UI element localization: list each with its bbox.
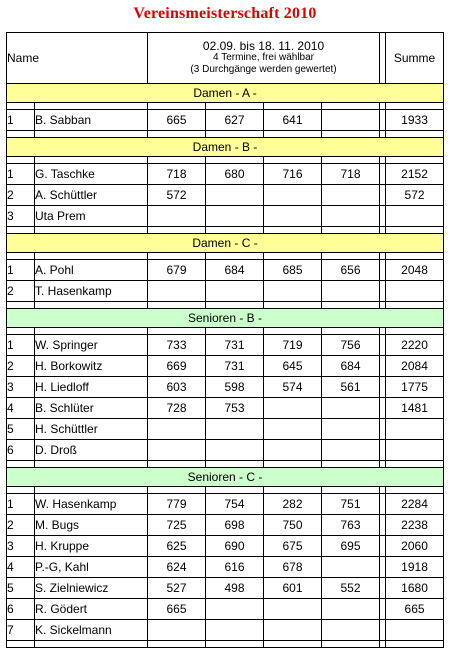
- score-cell: 527: [148, 578, 206, 599]
- rank-cell: 6: [7, 599, 35, 620]
- score-cell: 561: [322, 377, 380, 398]
- score-cell: 624: [148, 557, 206, 578]
- spacer-cell: [148, 157, 206, 164]
- score-cell: [322, 110, 380, 131]
- spacer-cell: [386, 157, 444, 164]
- score-cell: [206, 599, 264, 620]
- spacer-cell: [148, 461, 206, 468]
- spacer-cell: [35, 328, 148, 335]
- score-cell: 733: [148, 335, 206, 356]
- score-cell: 665: [148, 110, 206, 131]
- spacer-row: [7, 103, 444, 110]
- spacer-cell: [148, 227, 206, 234]
- score-cell: 698: [206, 515, 264, 536]
- player-name: H. Borkowitz: [35, 356, 148, 377]
- section-header: [7, 138, 444, 157]
- score-cell: 572: [148, 185, 206, 206]
- table-row: [7, 515, 444, 536]
- table-row: [7, 578, 444, 599]
- spacer-row: [7, 227, 444, 234]
- rank-cell: 4: [7, 398, 35, 419]
- rank-cell: 3: [7, 536, 35, 557]
- sum-cell: [386, 419, 444, 440]
- player-name: A. Schüttler: [35, 185, 148, 206]
- player-name: H. Kruppe: [35, 536, 148, 557]
- spacer-cell: [386, 253, 444, 260]
- spacer-cell: [264, 131, 322, 138]
- sum-cell: 1933: [386, 110, 444, 131]
- page-title: Vereinsmeisterschaft 2010: [133, 5, 317, 22]
- score-cell: [322, 620, 380, 641]
- player-name: M. Bugs: [35, 515, 148, 536]
- score-cell: 728: [148, 398, 206, 419]
- spacer-cell: [7, 461, 35, 468]
- spacer-cell: [7, 157, 35, 164]
- player-name: H. Liedloff: [35, 377, 148, 398]
- rank-cell: 1: [7, 494, 35, 515]
- spacer-cell: [264, 103, 322, 110]
- table-row: [7, 620, 444, 641]
- table-row: [7, 494, 444, 515]
- score-cell: 679: [148, 260, 206, 281]
- score-cell: 601: [264, 578, 322, 599]
- table-row: [7, 164, 444, 185]
- section-header: [7, 234, 444, 253]
- spacer-cell: [386, 461, 444, 468]
- score-cell: 685: [264, 260, 322, 281]
- spacer-row: [7, 328, 444, 335]
- spacer-cell: [264, 461, 322, 468]
- player-name: B. Schlüter: [35, 398, 148, 419]
- spacer-row: [7, 131, 444, 138]
- spacer-cell: [264, 487, 322, 494]
- spacer-cell: [322, 641, 380, 648]
- table-row: [7, 599, 444, 620]
- spacer-cell: [7, 131, 35, 138]
- rank-cell: 6: [7, 440, 35, 461]
- spacer-cell: [264, 641, 322, 648]
- score-cell: 656: [322, 260, 380, 281]
- table-row: [7, 260, 444, 281]
- spacer-cell: [35, 461, 148, 468]
- spacer-cell: [264, 328, 322, 335]
- table-row: [7, 110, 444, 131]
- table-row: [7, 281, 444, 302]
- spacer-cell: [206, 461, 264, 468]
- name-header: Name: [7, 33, 148, 84]
- player-name: T. Hasenkamp: [35, 281, 148, 302]
- rank-cell: 3: [7, 206, 35, 227]
- spacer-cell: [7, 253, 35, 260]
- player-name: B. Sabban: [35, 110, 148, 131]
- score-cell: 669: [148, 356, 206, 377]
- score-cell: [206, 440, 264, 461]
- spacer-cell: [35, 227, 148, 234]
- spacer-cell: [386, 641, 444, 648]
- section-label: Senioren - B -: [7, 309, 444, 328]
- spacer-cell: [264, 227, 322, 234]
- sum-cell: 1918: [386, 557, 444, 578]
- player-name: R. Gödert: [35, 599, 148, 620]
- spacer-cell: [148, 302, 206, 309]
- score-cell: [322, 419, 380, 440]
- spacer-cell: [7, 641, 35, 648]
- score-cell: 725: [148, 515, 206, 536]
- player-name: S. Zielniewicz: [35, 578, 148, 599]
- rank-cell: 3: [7, 377, 35, 398]
- score-cell: [322, 206, 380, 227]
- spacer-cell: [148, 328, 206, 335]
- spacer-cell: [35, 641, 148, 648]
- spacer-cell: [322, 328, 380, 335]
- spacer-cell: [35, 487, 148, 494]
- spacer-cell: [206, 302, 264, 309]
- score-cell: [322, 599, 380, 620]
- results-table: [6, 32, 444, 648]
- score-cell: [264, 185, 322, 206]
- score-cell: 645: [264, 356, 322, 377]
- score-cell: 665: [148, 599, 206, 620]
- spacer-row: [7, 641, 444, 648]
- score-cell: 616: [206, 557, 264, 578]
- table-row: [7, 419, 444, 440]
- score-cell: 684: [206, 260, 264, 281]
- spacer-cell: [206, 487, 264, 494]
- sum-cell: 2060: [386, 536, 444, 557]
- score-cell: [148, 206, 206, 227]
- score-cell: 716: [264, 164, 322, 185]
- rank-cell: 2: [7, 515, 35, 536]
- score-cell: 498: [206, 578, 264, 599]
- score-cell: 756: [322, 335, 380, 356]
- rank-cell: 1: [7, 164, 35, 185]
- date-range: 02.09. bis 18. 11. 2010: [202, 39, 325, 53]
- score-cell: 719: [264, 335, 322, 356]
- spacer-row: [7, 487, 444, 494]
- spacer-cell: [148, 103, 206, 110]
- section-label: Damen - C -: [7, 234, 444, 253]
- spacer-cell: [148, 253, 206, 260]
- score-cell: [264, 398, 322, 419]
- rank-cell: 2: [7, 356, 35, 377]
- score-cell: 779: [148, 494, 206, 515]
- sum-cell: 572: [386, 185, 444, 206]
- spacer-cell: [35, 103, 148, 110]
- score-cell: [264, 419, 322, 440]
- score-cell: [264, 440, 322, 461]
- results-body: [7, 33, 444, 648]
- spacer-cell: [148, 487, 206, 494]
- score-cell: 718: [322, 164, 380, 185]
- score-cell: 603: [148, 377, 206, 398]
- spacer-cell: [264, 157, 322, 164]
- score-cell: [206, 281, 264, 302]
- table-row: [7, 356, 444, 377]
- player-name: G. Taschke: [35, 164, 148, 185]
- section-header: [7, 468, 444, 487]
- section-header: [7, 309, 444, 328]
- table-row: [7, 557, 444, 578]
- score-cell: [206, 419, 264, 440]
- spacer-cell: [7, 103, 35, 110]
- score-cell: 718: [148, 164, 206, 185]
- spacer-cell: [206, 157, 264, 164]
- spacer-cell: [206, 131, 264, 138]
- spacer-cell: [322, 227, 380, 234]
- sum-cell: [386, 440, 444, 461]
- sum-cell: 2152: [386, 164, 444, 185]
- player-name: K. Sickelmann: [35, 620, 148, 641]
- spacer-cell: [386, 227, 444, 234]
- score-cell: [264, 620, 322, 641]
- score-cell: [264, 599, 322, 620]
- spacer-cell: [7, 487, 35, 494]
- sum-cell: 2048: [386, 260, 444, 281]
- score-cell: 678: [264, 557, 322, 578]
- sum-cell: [386, 281, 444, 302]
- score-cell: 690: [206, 536, 264, 557]
- table-row: [7, 335, 444, 356]
- spacer-cell: [206, 227, 264, 234]
- spacer-cell: [35, 253, 148, 260]
- score-cell: 574: [264, 377, 322, 398]
- score-cell: 625: [148, 536, 206, 557]
- spacer-cell: [7, 227, 35, 234]
- player-name: W. Hasenkamp: [35, 494, 148, 515]
- rank-cell: 4: [7, 557, 35, 578]
- score-cell: [264, 281, 322, 302]
- spacer-row: [7, 302, 444, 309]
- score-cell: [322, 281, 380, 302]
- spacer-cell: [322, 461, 380, 468]
- rank-cell: 5: [7, 578, 35, 599]
- score-cell: 754: [206, 494, 264, 515]
- section-label: Senioren - C -: [7, 468, 444, 487]
- spacer-cell: [386, 328, 444, 335]
- table-row: [7, 536, 444, 557]
- score-cell: 751: [322, 494, 380, 515]
- player-name: D. Droß: [35, 440, 148, 461]
- score-cell: 763: [322, 515, 380, 536]
- header-row: [7, 33, 444, 84]
- score-cell: 627: [206, 110, 264, 131]
- spacer-cell: [322, 253, 380, 260]
- score-cell: 731: [206, 335, 264, 356]
- section-header: [7, 84, 444, 103]
- score-cell: 641: [264, 110, 322, 131]
- sum-header: Summe: [386, 33, 444, 84]
- rank-cell: 1: [7, 260, 35, 281]
- spacer-row: [7, 461, 444, 468]
- sum-cell: 2284: [386, 494, 444, 515]
- score-cell: 731: [206, 356, 264, 377]
- spacer-cell: [264, 253, 322, 260]
- sum-cell: 1775: [386, 377, 444, 398]
- table-row: [7, 206, 444, 227]
- score-cell: [322, 557, 380, 578]
- spacer-cell: [148, 641, 206, 648]
- spacer-cell: [7, 328, 35, 335]
- score-cell: [206, 206, 264, 227]
- table-row: [7, 398, 444, 419]
- spacer-cell: [386, 302, 444, 309]
- score-cell: [264, 206, 322, 227]
- score-cell: [322, 398, 380, 419]
- spacer-cell: [386, 131, 444, 138]
- score-cell: 282: [264, 494, 322, 515]
- score-cell: [206, 185, 264, 206]
- score-cell: 684: [322, 356, 380, 377]
- table-row: [7, 440, 444, 461]
- score-cell: [206, 620, 264, 641]
- schedule-header: [148, 33, 380, 84]
- score-cell: 598: [206, 377, 264, 398]
- score-cell: [148, 620, 206, 641]
- player-name: H. Schüttler: [35, 419, 148, 440]
- score-cell: 552: [322, 578, 380, 599]
- score-cell: [148, 419, 206, 440]
- rank-cell: 1: [7, 110, 35, 131]
- spacer-cell: [206, 103, 264, 110]
- sum-cell: 2084: [386, 356, 444, 377]
- score-cell: [148, 281, 206, 302]
- spacer-cell: [206, 253, 264, 260]
- table-row: [7, 185, 444, 206]
- spacer-cell: [322, 131, 380, 138]
- rank-cell: 5: [7, 419, 35, 440]
- score-cell: 680: [206, 164, 264, 185]
- table-row: [7, 377, 444, 398]
- spacer-cell: [264, 302, 322, 309]
- spacer-cell: [206, 328, 264, 335]
- rank-cell: 1: [7, 335, 35, 356]
- spacer-cell: [35, 157, 148, 164]
- spacer-cell: [206, 641, 264, 648]
- spacer-row: [7, 253, 444, 260]
- spacer-cell: [322, 302, 380, 309]
- sum-cell: 1481: [386, 398, 444, 419]
- spacer-cell: [386, 103, 444, 110]
- score-cell: 695: [322, 536, 380, 557]
- spacer-cell: [35, 131, 148, 138]
- terms-note: 4 Termine, frei wählbar: [213, 52, 315, 63]
- score-cell: 750: [264, 515, 322, 536]
- spacer-cell: [35, 302, 148, 309]
- sum-cell: 1680: [386, 578, 444, 599]
- sum-cell: 2238: [386, 515, 444, 536]
- score-cell: 753: [206, 398, 264, 419]
- player-name: Uta Prem: [35, 206, 148, 227]
- score-cell: [148, 440, 206, 461]
- sum-cell: [386, 620, 444, 641]
- section-label: Damen - A -: [7, 84, 444, 103]
- section-label: Damen - B -: [7, 138, 444, 157]
- scoring-note: (3 Durchgänge werden gewertet): [190, 64, 337, 75]
- player-name: W. Springer: [35, 335, 148, 356]
- spacer-cell: [322, 103, 380, 110]
- spacer-cell: [7, 302, 35, 309]
- spacer-cell: [148, 131, 206, 138]
- sum-cell: 2220: [386, 335, 444, 356]
- score-cell: [322, 185, 380, 206]
- player-name: P.-G, Kahl: [35, 557, 148, 578]
- rank-cell: 7: [7, 620, 35, 641]
- rank-cell: 2: [7, 185, 35, 206]
- spacer-cell: [322, 487, 380, 494]
- rank-cell: 2: [7, 281, 35, 302]
- sum-cell: [386, 206, 444, 227]
- spacer-cell: [322, 157, 380, 164]
- sum-cell: 665: [386, 599, 444, 620]
- spacer-row: [7, 157, 444, 164]
- score-cell: 675: [264, 536, 322, 557]
- score-cell: [322, 440, 380, 461]
- spacer-cell: [386, 487, 444, 494]
- player-name: A. Pohl: [35, 260, 148, 281]
